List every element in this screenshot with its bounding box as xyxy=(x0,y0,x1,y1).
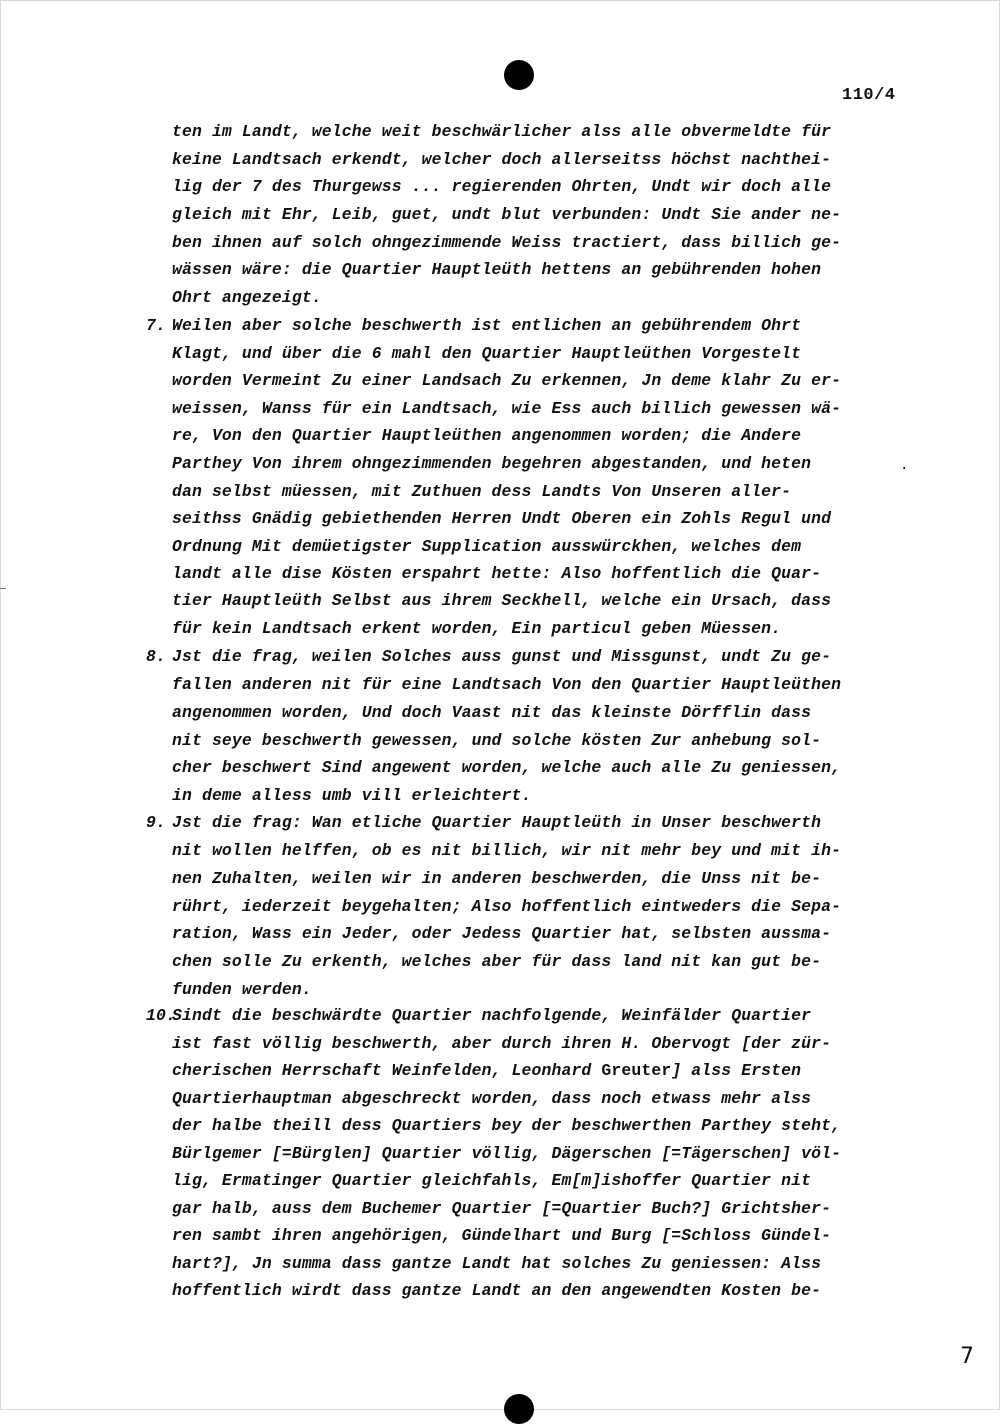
text-line: dan selbst müessen, mit Zuthuen dess Landts Von Unseren aller- xyxy=(172,482,792,501)
text-line: Weilen aber solche beschwerth ist entlichen an gebührendem Ohrt xyxy=(172,316,802,335)
text-line: keine Landtsach erkendt, welcher doch allerseitss höchst nachthei- xyxy=(172,150,832,169)
punch-hole-bottom xyxy=(504,1394,534,1424)
text-line: ten im Landt, welche weit beschwärlicher alss alle obvermeldte für xyxy=(172,122,832,141)
punch-hole-top xyxy=(504,60,534,90)
text-line: nen Zuhalten, weilen wir in anderen beschwerden, die Unss nit be- xyxy=(172,869,822,888)
text-line xyxy=(172,1061,801,1081)
text-line: cher beschwert Sind angewent worden, welche auch alle Zu geniessen, xyxy=(172,758,842,777)
text-line: Jst die frag, weilen Solches auss gunst und Missgunst, undt Zu ge- xyxy=(172,647,832,666)
text-line: gar halb, auss dem Buchemer Quartier [=Quartier Buch?] Grichtsher- xyxy=(172,1199,832,1218)
text-line: landt alle dise Kösten erspahrt hette: Also hoffentlich die Quar- xyxy=(172,564,822,583)
text-line: rührt, iederzeit beygehalten; Also hoffentlich eintweders die Sepa- xyxy=(172,897,842,916)
text-line: Sindt die beschwärdte Quartier nachfolgende, Weinfälder Quartier xyxy=(172,1006,812,1025)
text-segment: cherischen Herrschaft Weinfelden, Leonhard xyxy=(172,1061,602,1080)
text-line: hoffentlich wirdt dass gantze Landt an den angewendten Kosten be- xyxy=(172,1281,822,1300)
handwritten-page-mark: 7 xyxy=(960,1344,974,1369)
text-line: Quartierhauptman abgeschreckt worden, dass noch etwass mehr alss xyxy=(172,1089,812,1108)
text-line: Jst die frag: Wan etliche Quartier Hauptleüth in Unser beschwerth xyxy=(172,813,822,832)
text-line: in deme alless umb vill erleichtert. xyxy=(172,786,532,805)
text-line: ren sambt ihren angehörigen, Gündelhart und Burg [=Schloss Gündel- xyxy=(172,1226,832,1245)
text-line: Bürlgemer [=Bürglen] Quartier völlig, Dägerschen [=Tägerschen] völ- xyxy=(172,1144,842,1163)
margin-dot: . xyxy=(900,458,909,474)
margin-tick xyxy=(0,588,6,589)
text-line: Ordnung Mit demüetigster Supplication ausswürckhen, welches dem xyxy=(172,537,802,556)
text-line: lig, Ermatinger Quartier gleichfahls, Em[m]ishoffer Quartier nit xyxy=(172,1171,812,1190)
text-line: Klagt, und über die 6 mahl den Quartier Hauptleüthen Vorgestelt xyxy=(172,344,802,363)
text-line: ist fast völlig beschwerth, aber durch ihren H. Obervogt [der zür- xyxy=(172,1034,832,1053)
item-number: 10. xyxy=(146,1006,176,1025)
text-line: nit seye beschwerth gewessen, und solche kösten Zur anhebung sol- xyxy=(172,731,822,750)
text-line: ben ihnen auf solch ohngezimmende Weiss tractiert, dass billich ge- xyxy=(172,233,842,252)
text-line: funden werden. xyxy=(172,980,312,999)
text-line: angenommen worden, Und doch Vaast nit das kleinste Dörfflin dass xyxy=(172,703,812,722)
text-line: re, Von den Quartier Hauptleüthen angenommen worden; die Andere xyxy=(172,426,802,445)
text-line: chen solle Zu erkenth, welches aber für dass land nit kan gut be- xyxy=(172,952,822,971)
text-line: seithss Gnädig gebiethenden Herren Undt Oberen ein Zohls Regul und xyxy=(172,509,832,528)
item-number: 8. xyxy=(146,647,166,666)
item-number: 9. xyxy=(146,813,166,832)
page-number: 110/4 xyxy=(842,86,896,105)
text-line: Parthey Von ihrem ohngezimmenden begehren abgestanden, und heten xyxy=(172,454,812,473)
text-line: worden Vermeint Zu einer Landsach Zu erkennen, Jn deme klahr Zu er- xyxy=(172,371,842,390)
item-number: 7. xyxy=(146,316,166,335)
text-line: ration, Wass ein Jeder, oder Jedess Quartier hat, selbsten aussma- xyxy=(172,924,832,943)
text-line: Ohrt angezeigt. xyxy=(172,288,322,307)
text-line: weissen, Wanss für ein Landtsach, wie Ess auch billich gewessen wä- xyxy=(172,399,842,418)
text-line: für kein Landtsach erkent worden, Ein particul geben Müessen. xyxy=(172,619,782,638)
text-line: lig der 7 des Thurgewss ... regierenden Ohrten, Undt wir doch alle xyxy=(172,177,832,196)
text-segment: ] alss Ersten xyxy=(671,1061,802,1080)
text-line: der halbe theill dess Quartiers bey der beschwerthen Parthey steht, xyxy=(172,1116,842,1135)
text-line: gleich mit Ehr, Leib, guet, undt blut verbunden: Undt Sie ander ne- xyxy=(172,205,842,224)
text-line: wässen wäre: die Quartier Hauptleüth hettens an gebührenden hohen xyxy=(172,260,822,279)
text-line: hart?], Jn summa dass gantze Landt hat solches Zu geniessen: Alss xyxy=(172,1254,822,1273)
text-line: tier Hauptleüth Selbst aus ihrem Seckhell, welche ein Ursach, dass xyxy=(172,591,832,610)
text-line: fallen anderen nit für eine Landtsach Von den Quartier Hauptleüthen xyxy=(172,675,842,694)
name-greuter: Greuter xyxy=(601,1061,672,1080)
text-line: nit wollen helffen, ob es nit billich, wir nit mehr bey und mit ih- xyxy=(172,841,842,860)
